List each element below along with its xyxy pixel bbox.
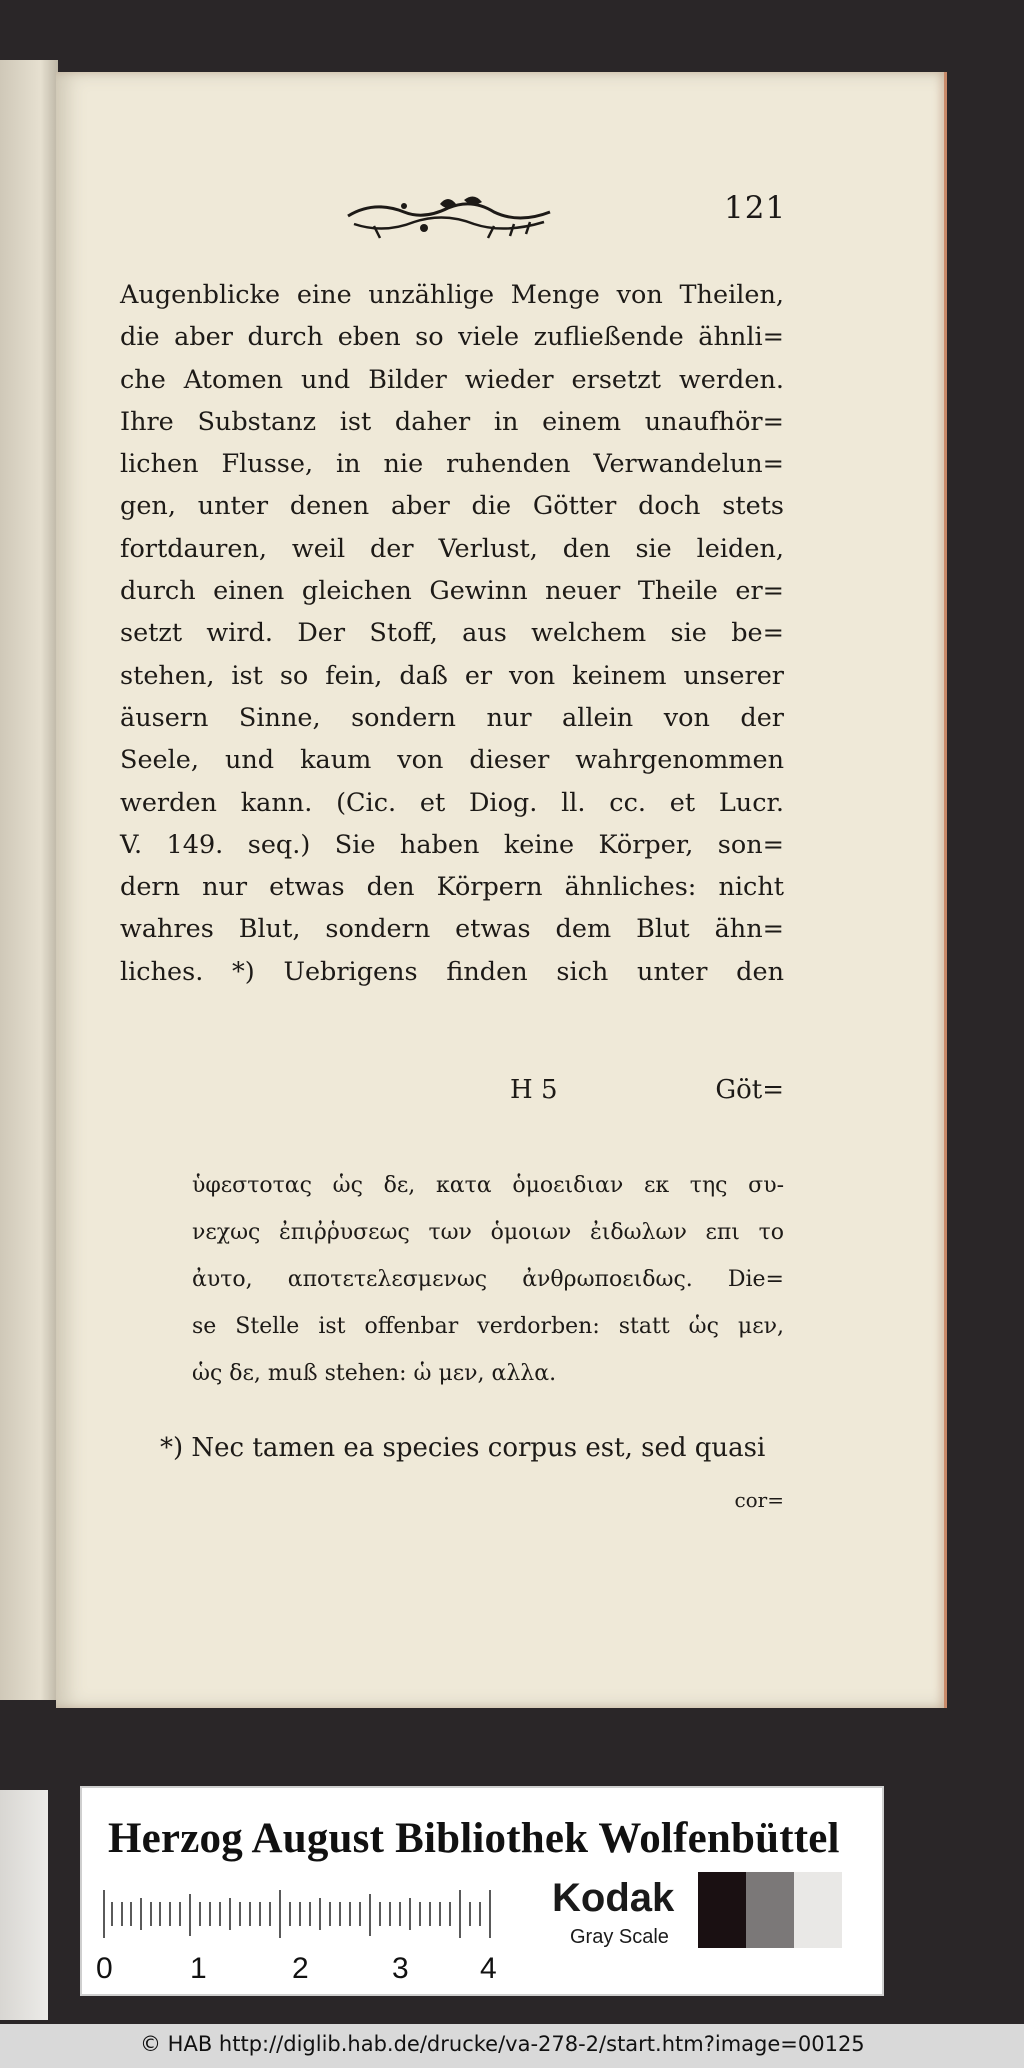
- gray-scale-label: Gray Scale: [570, 1926, 669, 1948]
- catchword: Göt=: [715, 1075, 784, 1105]
- text-line: wahres Blut, sondern etwas dem Blut ähn=: [120, 914, 784, 945]
- footnote-line: ὑφεστοτας ὡς δε, κατα ὁμοειδιαν εκ της συ-: [192, 1173, 784, 1198]
- text-line: setzt wird. Der Stoff, aus welchem sie be=: [120, 618, 784, 649]
- footnote-catchword: cor=: [734, 1488, 784, 1512]
- adjacent-card-edge: [0, 1790, 48, 2020]
- gray-patch-light: [794, 1872, 842, 1948]
- footer-bar: [0, 2024, 1024, 2068]
- greek-footnote: [192, 1162, 784, 1397]
- text-line: fortdauren, weil der Verlust, den sie leiden,: [120, 533, 784, 564]
- gray-patch-dark: [698, 1872, 746, 1948]
- scale-number: 4: [480, 1952, 497, 1985]
- copyright-text: © HAB http://diglib.hab.de/drucke/va-278-2/start.htm?image=00125: [140, 2032, 865, 2056]
- text-line: stehen, ist so fein, daß er von keinem unserer: [120, 660, 784, 691]
- text-line: dern nur etwas den Körpern ähnliches: nicht: [120, 872, 784, 903]
- main-text: [120, 274, 784, 993]
- scale-number: 0: [96, 1952, 113, 1985]
- scale-number: 1: [190, 1952, 207, 1985]
- scale-number: 2: [292, 1952, 309, 1985]
- footnote-line: νεχως ἐπιῤῥυσεως των ὁμοιων ἐιδωλων επι το: [192, 1220, 784, 1245]
- ruler-scale: [96, 1884, 502, 1988]
- footnote-line: ἀυτο, αποτετελεσμενως ἀνθρωποειδως. Die=: [192, 1267, 784, 1292]
- footnote-line: *) Nec tamen ea species corpus est, sed quasi: [160, 1433, 766, 1463]
- text-line: V. 149. seq.) Sie haben keine Körper, son=: [120, 829, 784, 860]
- text-line: lichen Flusse, in nie ruhenden Verwandelun=: [120, 449, 784, 480]
- text-line: Seele, und kaum von dieser wahrgenommen: [120, 745, 784, 776]
- library-name: Herzog August Bibliothek Wolfenbüttel: [108, 1815, 840, 1862]
- page-number: 121: [724, 190, 787, 226]
- adjacent-page-edge: [0, 60, 58, 1700]
- text-line: gen, unter denen aber die Götter doch stets: [120, 491, 784, 522]
- kodak-logo: Kodak: [552, 1876, 675, 1920]
- signature-row: [120, 1075, 784, 1119]
- text-line: die aber durch eben so viele zufließende ähnli=: [120, 322, 784, 353]
- book-page: [56, 72, 947, 1708]
- text-line: äusern Sinne, sondern nur allein von der: [120, 702, 784, 733]
- text-line: liches. *) Uebrigens finden sich unter den: [120, 956, 784, 987]
- footnote-line: se Stelle ist offenbar verdorben: statt ὡς μεν,: [192, 1314, 784, 1339]
- text-line: Ihre Substanz ist daher in einem unaufhör=: [120, 406, 784, 437]
- text-line: durch einen gleichen Gewinn neuer Theile er=: [120, 576, 784, 607]
- color-reference-card: [80, 1786, 884, 1996]
- latin-footnote: [160, 1422, 784, 1526]
- header-ornament: [344, 190, 554, 242]
- scale-number: 3: [392, 1952, 409, 1985]
- text-line: werden kann. (Cic. et Diog. ll. cc. et Lucr.: [120, 787, 784, 818]
- footnote-line: ὡς δε, muß stehen: ὡ μεν, αλλα.: [192, 1361, 557, 1386]
- text-line: Augenblicke eine unzählige Menge von Theilen,: [120, 280, 784, 310]
- signature-mark: H 5: [510, 1075, 558, 1105]
- gray-patch-mid: [746, 1872, 794, 1948]
- text-line: che Atomen und Bilder wieder ersetzt werden.: [120, 364, 784, 395]
